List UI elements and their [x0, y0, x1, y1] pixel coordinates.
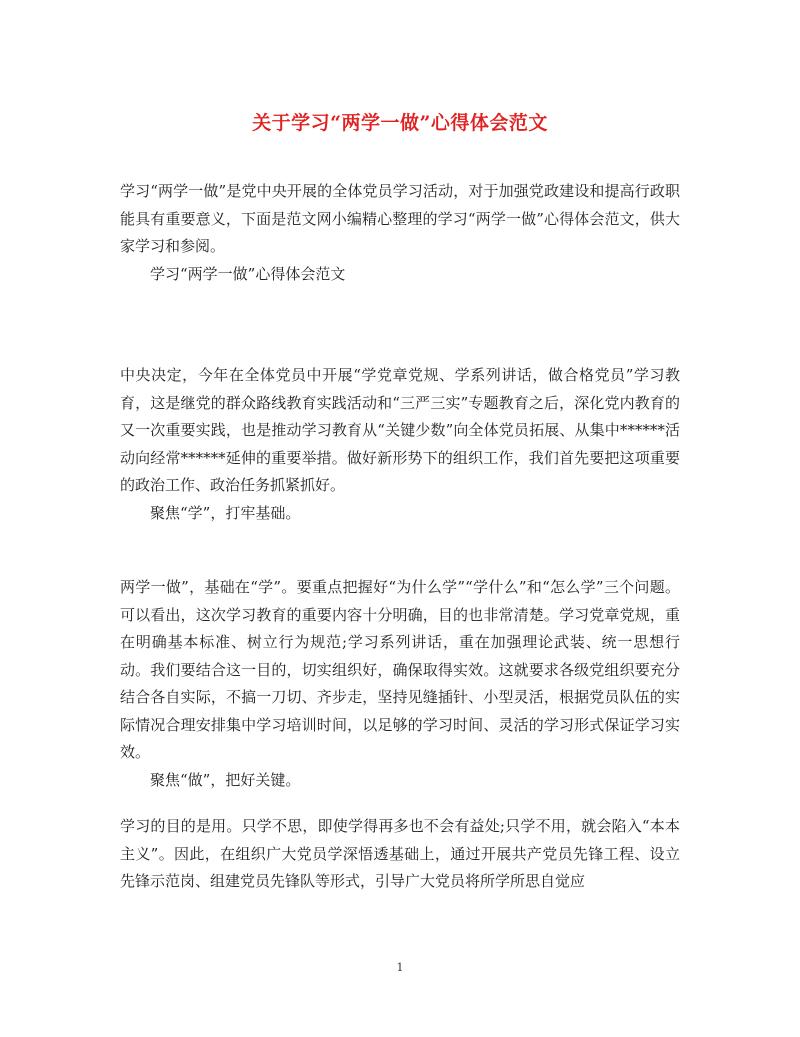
- intro-paragraph: 学习“两学一做”是党中央开展的全体党员学习活动，对于加强党政建设和提高行政职能具有重要意义，下面是范文网小编精心整理的学习“两学一做”心得体会范文，供大家学习和参阅。: [120, 182, 680, 255]
- paragraph-block-2: [120, 574, 680, 794]
- section-subtitle: 学习“两学一做”心得体会范文: [150, 264, 346, 283]
- intro-block: [120, 178, 680, 288]
- page-number: 1: [396, 961, 404, 974]
- paragraph-block-3: [120, 813, 680, 896]
- document-title: 关于学习“两学一做”心得体会范文: [252, 112, 548, 134]
- body-paragraph-3: 学习的目的是用。只学不思，即使学得再多也不会有益处;只学不用，就会陷入“本本主义”。因此，在组织广大党员学深悟透基础上，通过开展共产党员先锋工程、设立先锋示范岗、组建党员先锋队等形式，引导广大党员将所学所思自觉应: [120, 817, 680, 890]
- section-heading-do: 聚焦“做”，把好关键。: [150, 770, 301, 789]
- body-paragraph-1: 中央决定，今年在全体党员中开展“学党章党规、学系列讲话，做合格党员”学习教育，这是继党的群众路线教育实践活动和“三严三实”专题教育之后，深化党内教育的又一次重要实践，也是推动学习教育从“关键少数”向全体党员拓展、从集中******活动向经常******延伸的重要举措。做好新形势下的组织工作，我们首先要把这项重要的政治工作、政治任务抓紧抓好。: [120, 366, 680, 494]
- paragraph-block-1: [120, 362, 680, 527]
- section-heading-study: 聚焦“学”，打牢基础。: [150, 503, 301, 522]
- body-paragraph-2: 两学一做”，基础在“学”。要重点把握好“为什么学”“学什么”和“怎么学”三个问题。可以看出，这次学习教育的重要内容十分明确，目的也非常清楚。学习党章党规，重在明确基本标准、树立行为规范;学习系列讲话，重在加强理论武装、统一思想行动。我们要结合这一目的，切实组织好，确保取得实效。这就要求各级党组织要充分结合各自实际，不搞一刀切、齐步走，坚持见缝插针、小型灵活，根据党员队伍的实际情况合理安排集中学习培训时间，以足够的学习时间、灵活的学习形式保证学习实效。: [120, 578, 680, 761]
